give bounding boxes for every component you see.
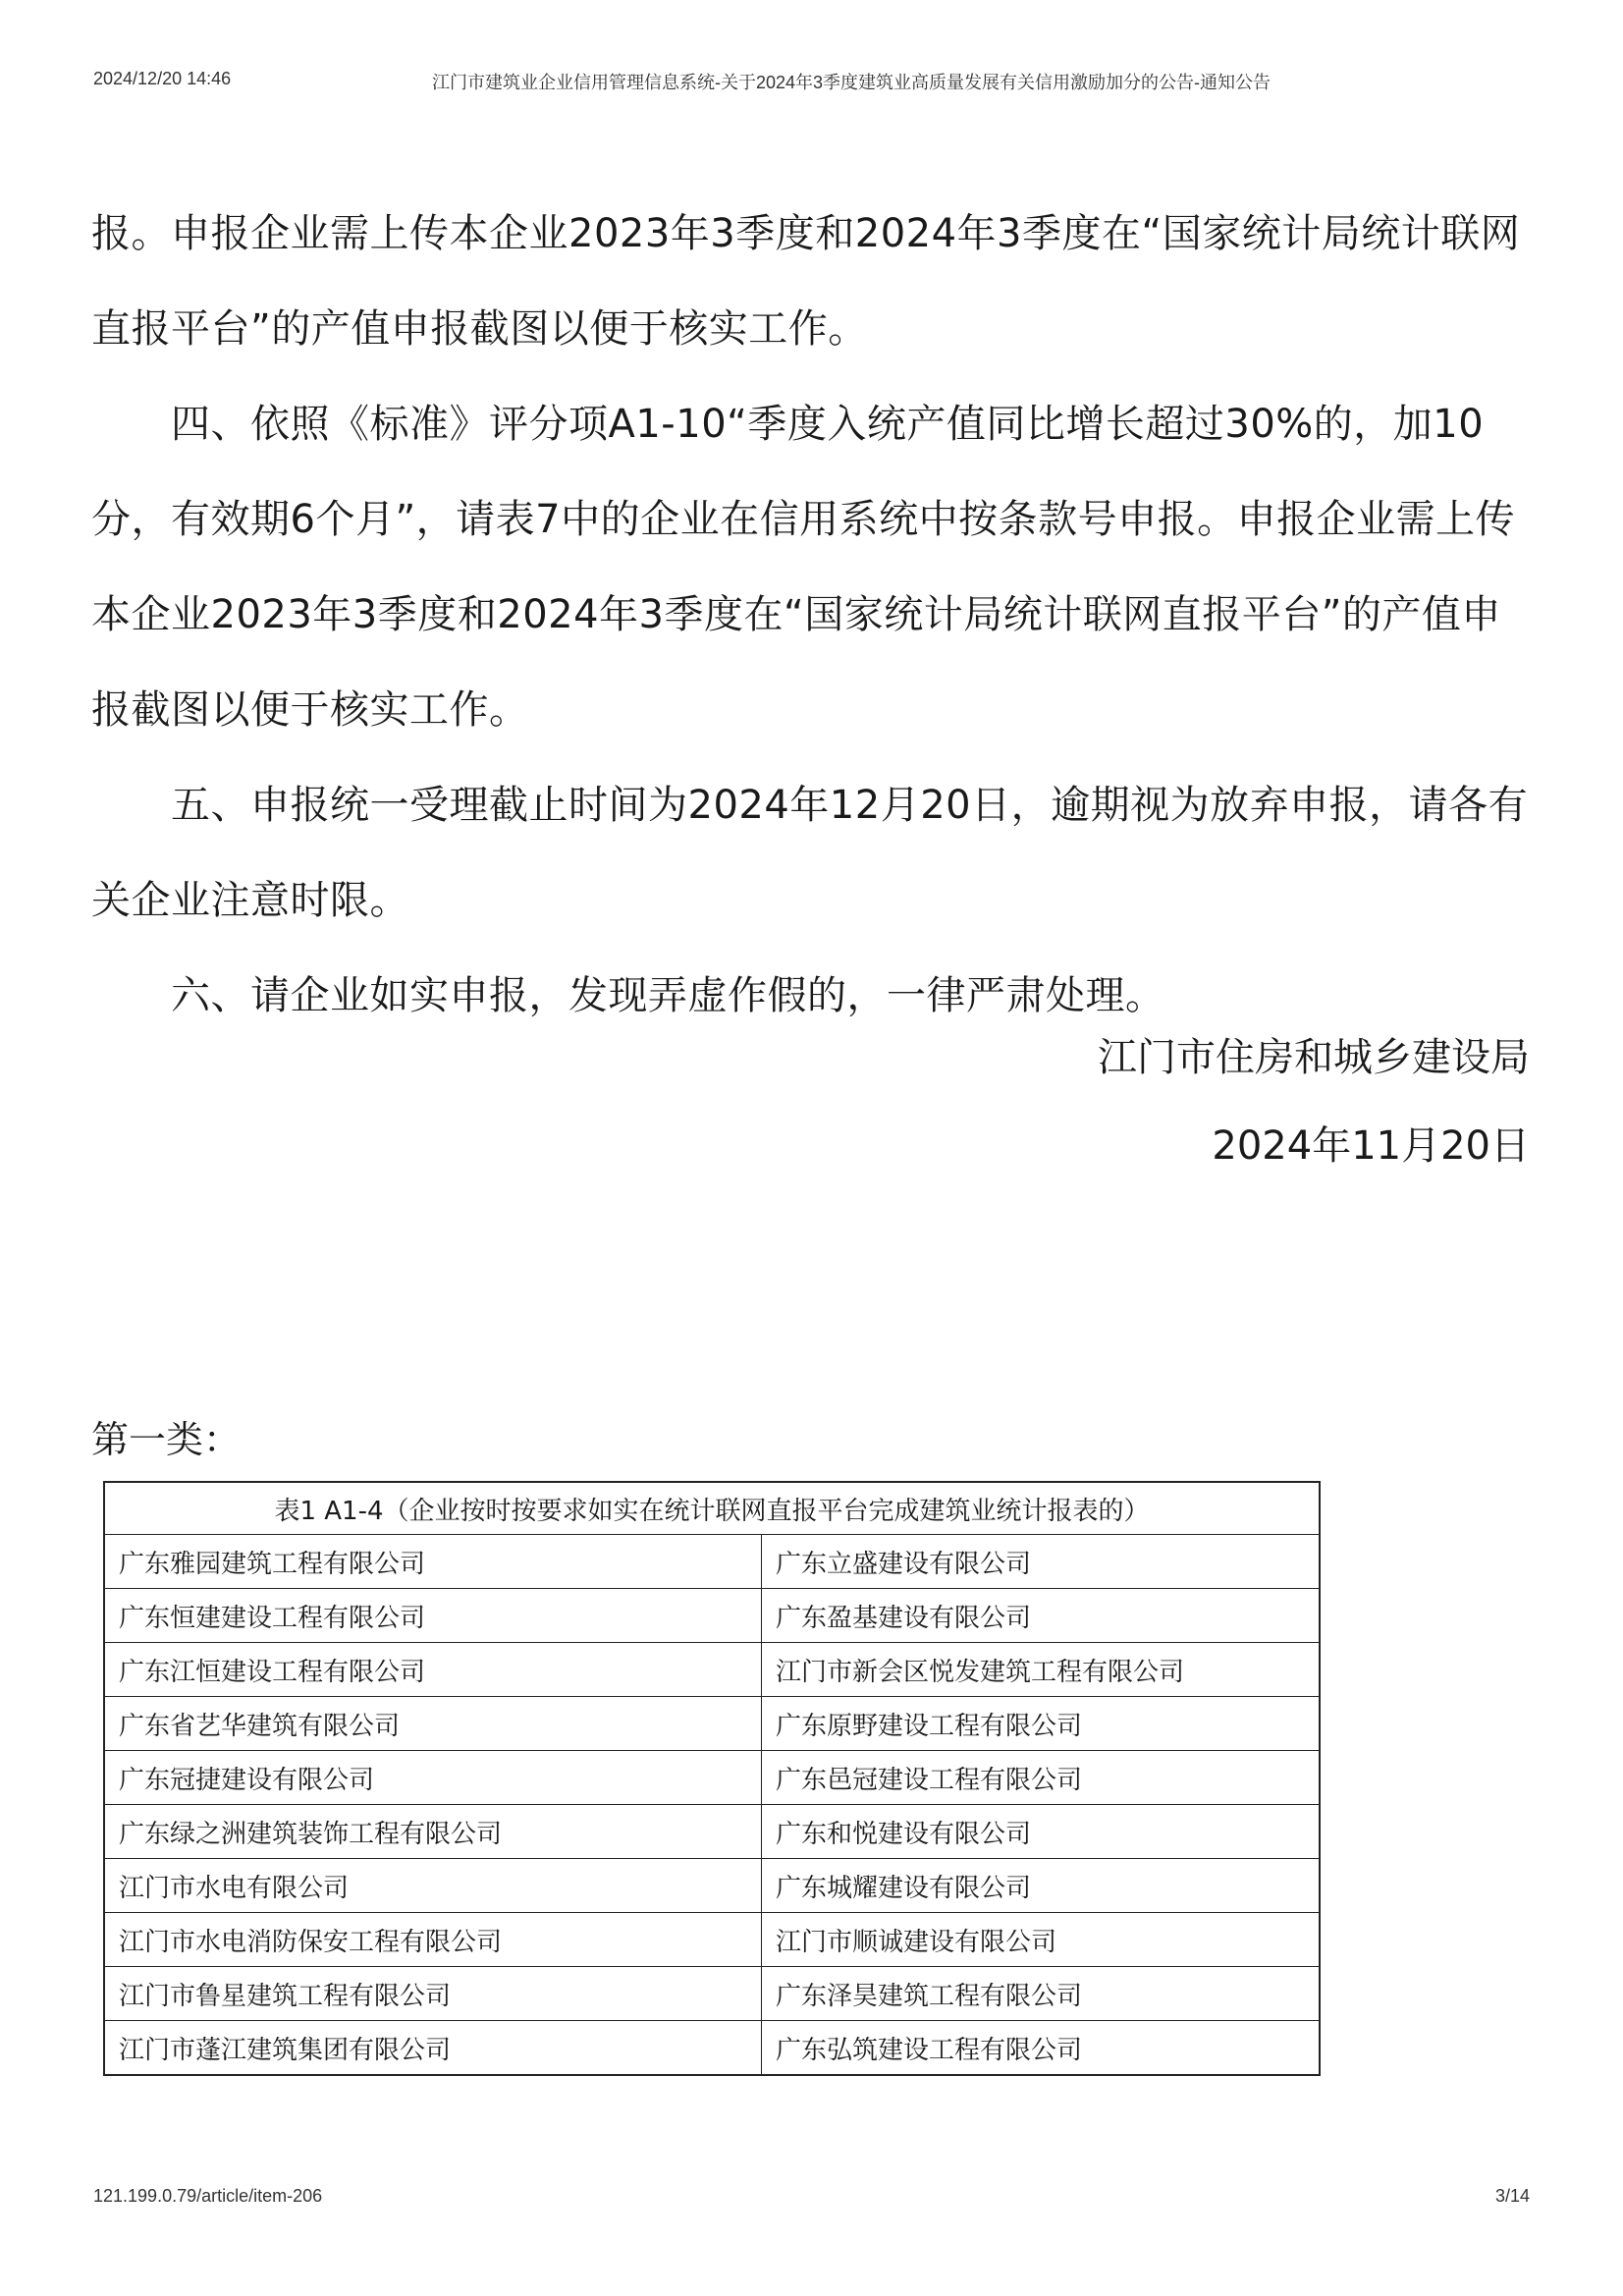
notice-body [91, 187, 1532, 1044]
company-name-cell: 江门市新会区悦发建筑工程有限公司 [762, 1643, 1321, 1697]
company-name-cell: 广东冠捷建设有限公司 [104, 1751, 762, 1805]
table-caption: 表1 A1-4（企业按时按要求如实在统计联网直报平台完成建筑业统计报表的） [104, 1482, 1320, 1535]
table-row [104, 1643, 1320, 1697]
company-name-cell: 江门市蓬江建筑集团有限公司 [104, 2021, 762, 2076]
page-number: 3/14 [1494, 2186, 1530, 2206]
table-row [104, 2021, 1320, 2076]
paragraph-6: 六、请企业如实申报，发现弄虚作假的，一律严肃处理。 [91, 973, 1165, 1018]
paragraph-1: 报。申报企业需上传本企业2023年3季度和2024年3季度在“国家统计局统计联网直报平台”的产值申报截图以便于核实工作。 [91, 211, 1521, 352]
company-name-cell: 广东绿之洲建筑装饰工程有限公司 [104, 1805, 762, 1859]
company-name-cell: 广东恒建建设工程有限公司 [104, 1589, 762, 1643]
company-name-cell: 江门市水电消防保安工程有限公司 [104, 1913, 762, 1967]
table-body [104, 1535, 1320, 2076]
table-caption-row [104, 1482, 1320, 1535]
company-name-cell: 广东江恒建设工程有限公司 [104, 1643, 762, 1697]
print-page-title: 江门市建筑业企业信用管理信息系统-关于2024年3季度建筑业高质量发展有关信用激励加分的公告-通知公告 [432, 73, 1271, 92]
issuing-organization: 江门市住房和城乡建设局 [1098, 1035, 1530, 1080]
company-name-cell: 广东邑冠建设工程有限公司 [762, 1751, 1321, 1805]
table-row [104, 1589, 1320, 1643]
table-row [104, 1535, 1320, 1589]
company-name-cell: 广东原野建设工程有限公司 [762, 1697, 1321, 1751]
company-name-cell: 广东弘筑建设工程有限公司 [762, 2021, 1321, 2076]
company-name-cell: 广东雅园建筑工程有限公司 [104, 1535, 762, 1589]
company-name-cell: 江门市水电有限公司 [104, 1859, 762, 1913]
company-name-cell: 江门市顺诚建设有限公司 [762, 1913, 1321, 1967]
table-row [104, 1967, 1320, 2021]
company-table-wrapper [103, 1481, 1321, 2076]
issue-date: 2024年11月20日 [1212, 1123, 1530, 1169]
print-url: 121.199.0.79/article/item-206 [93, 2186, 323, 2206]
company-name-cell: 广东城耀建设有限公司 [762, 1859, 1321, 1913]
paragraph-4: 四、依照《标准》评分项A1-10“季度入统产值同比增长超过30%的，加10分，有效期6个月”，请表7中的企业在信用系统中按条款号申报。申报企业需上传本企业2023年3季度和2024年3季度在“国家统计局统计联网直报平台”的产值申报截图以便于核实工作。 [91, 402, 1516, 733]
print-header [93, 69, 1530, 98]
table-row [104, 1859, 1320, 1913]
category-label: 第一类： [91, 1418, 242, 1461]
company-name-cell: 广东盈基建设有限公司 [762, 1589, 1321, 1643]
paragraph-5: 五、申报统一受理截止时间为2024年12月20日，逾期视为放弃申报，请各有关企业注意时限。 [91, 783, 1529, 923]
company-name-cell: 广东泽昊建筑工程有限公司 [762, 1967, 1321, 2021]
table-row [104, 1913, 1320, 1967]
table-row [104, 1805, 1320, 1859]
company-name-cell: 江门市鲁星建筑工程有限公司 [104, 1967, 762, 2021]
table-row [104, 1697, 1320, 1751]
company-name-cell: 广东和悦建设有限公司 [762, 1805, 1321, 1859]
table-row [104, 1751, 1320, 1805]
company-name-cell: 广东立盛建设有限公司 [762, 1535, 1321, 1589]
print-timestamp: 2024/12/20 14:46 [93, 69, 232, 88]
company-name-cell: 广东省艺华建筑有限公司 [104, 1697, 762, 1751]
company-table [103, 1481, 1321, 2076]
